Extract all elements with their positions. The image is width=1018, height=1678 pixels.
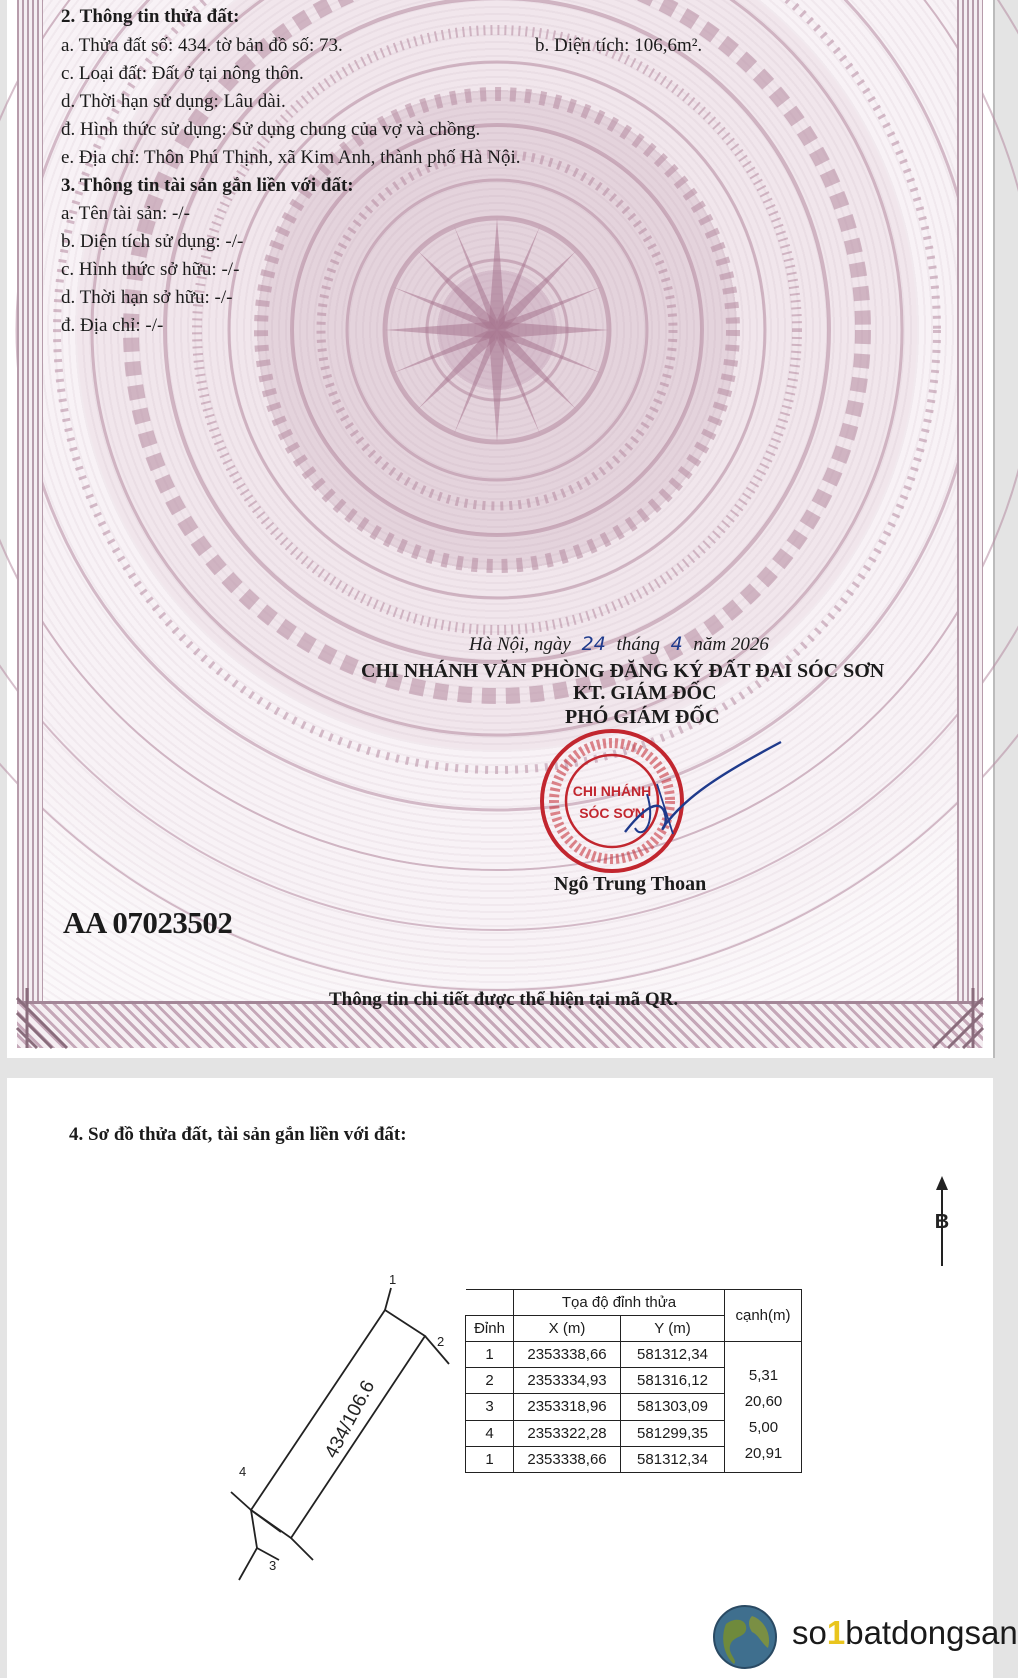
vertex-cell: 2 [466,1368,514,1394]
certificate-serial: AA 07023502 [63,905,233,940]
corner-ornament-right [923,988,983,1048]
certificate-page [7,0,995,1058]
ownership-form-line: c. Hình thức sở hữu: -/- [61,259,240,280]
col-header-y: Y (m) [621,1316,725,1342]
date-month: 4 [670,633,683,655]
x-cell: 2353318,96 [514,1394,621,1420]
x-cell: 2353334,93 [514,1368,621,1394]
asset-area-line: b. Diện tích sử dụng: -/- [61,231,244,252]
asset-address-line: đ. Địa chỉ: -/- [61,315,164,336]
address-line: e. Địa chỉ: Thôn Phú Thịnh, xã Kim Anh, thành phố Hà Nội. [61,147,521,168]
north-arrow-icon [931,1176,953,1268]
edge-2-3: 20,60 [744,1393,783,1410]
edge-1-2: 5,31 [748,1367,779,1384]
vertex-label-3: 3 [269,1558,277,1573]
section4-heading: 4. Sơ đồ thửa đất, tài sản gắn liền với đất: [69,1124,407,1145]
issue-date-line [469,633,769,656]
parcel-diagram-page [7,1078,1018,1678]
vertex-cell: 1 [466,1342,514,1368]
stamp-line-2: SÓC SƠN [579,805,645,821]
edge-4-1: 20,91 [744,1445,783,1462]
watermark-text-after: batdongsan [845,1614,1018,1651]
parcel-number-line: a. Thửa đất số: 434. tờ bản đồ số: 73. [61,35,343,56]
watermark-text-highlight: 1 [826,1614,846,1651]
parcel-sketch [217,1270,457,1640]
north-label: B [934,1211,950,1233]
coords-group-header: Tọa độ đỉnh thửa [514,1290,725,1316]
signer-name: Ngô Trung Thoan [554,873,707,895]
table-row [466,1342,802,1368]
vertex-label-1: 1 [389,1272,397,1287]
date-day: 24 [581,633,606,655]
office-name: CHI NHÁNH VĂN PHÒNG ĐĂNG KÝ ĐẤT ĐAI SÓC SƠN [361,660,885,682]
y-cell: 581312,34 [621,1446,725,1472]
coordinates-table [465,1289,802,1473]
vertex-cell: 3 [466,1394,514,1420]
stamp-line-1: CHI NHÁNH [572,783,652,799]
y-cell: 581312,34 [621,1342,725,1368]
x-cell: 2353338,66 [514,1342,621,1368]
handwritten-signature [617,736,787,846]
x-cell: 2353338,66 [514,1446,621,1472]
y-cell: 581303,09 [621,1394,725,1420]
deputy-title-2: PHÓ GIÁM ĐỐC [565,706,720,728]
date-prefix: Hà Nội, ngày [469,634,571,655]
deputy-title-1: KT. GIÁM ĐỐC [573,682,717,704]
vertex-label-2: 2 [437,1334,445,1349]
so1batdongsan-watermark [712,1600,1018,1676]
qr-note: Thông tin chi tiết được thể hiện tại mã QR. [329,989,679,1010]
y-cell: 581316,12 [621,1368,725,1394]
section3-heading: 3. Thông tin tài sản gắn liền với đất: [61,175,354,196]
parcel-label: 434/106.6 [321,1377,380,1462]
col-header-edge: cạnh(m) [725,1290,802,1342]
watermark-text-before: so [792,1614,827,1651]
vertex-cell: 1 [466,1446,514,1472]
col-header-vertex: Đỉnh [466,1316,514,1342]
area-line: b. Diện tích: 106,6m². [535,35,703,56]
form-of-use-line: đ. Hình thức sử dụng: Sử dụng chung của vợ và chồng. [61,119,481,140]
edge-3-4: 5,00 [748,1419,779,1436]
y-cell: 581299,35 [621,1420,725,1446]
edge-lengths-cell [725,1342,802,1473]
ownership-term-line: d. Thời hạn sở hữu: -/- [61,287,233,308]
globe-icon [712,1604,778,1670]
term-of-use-line: d. Thời hạn sử dụng: Lâu dài. [61,91,286,112]
land-type-line: c. Loại đất: Đất ở tại nông thôn. [61,63,304,84]
right-ornament-border [957,0,983,1048]
vertex-cell: 4 [466,1420,514,1446]
vertex-label-4: 4 [239,1464,247,1479]
certificate-paper [17,0,983,1048]
corner-ornament-left [17,988,77,1048]
asset-name-line: a. Tên tài sản: -/- [61,203,190,224]
left-ornament-border [17,0,43,1048]
col-header-x: X (m) [514,1316,621,1342]
month-label: tháng [616,634,660,655]
section2-heading: 2. Thông tin thửa đất: [61,6,240,27]
x-cell: 2353322,28 [514,1420,621,1446]
watermark-text [792,1614,1018,1652]
date-year: năm 2026 [693,634,769,655]
